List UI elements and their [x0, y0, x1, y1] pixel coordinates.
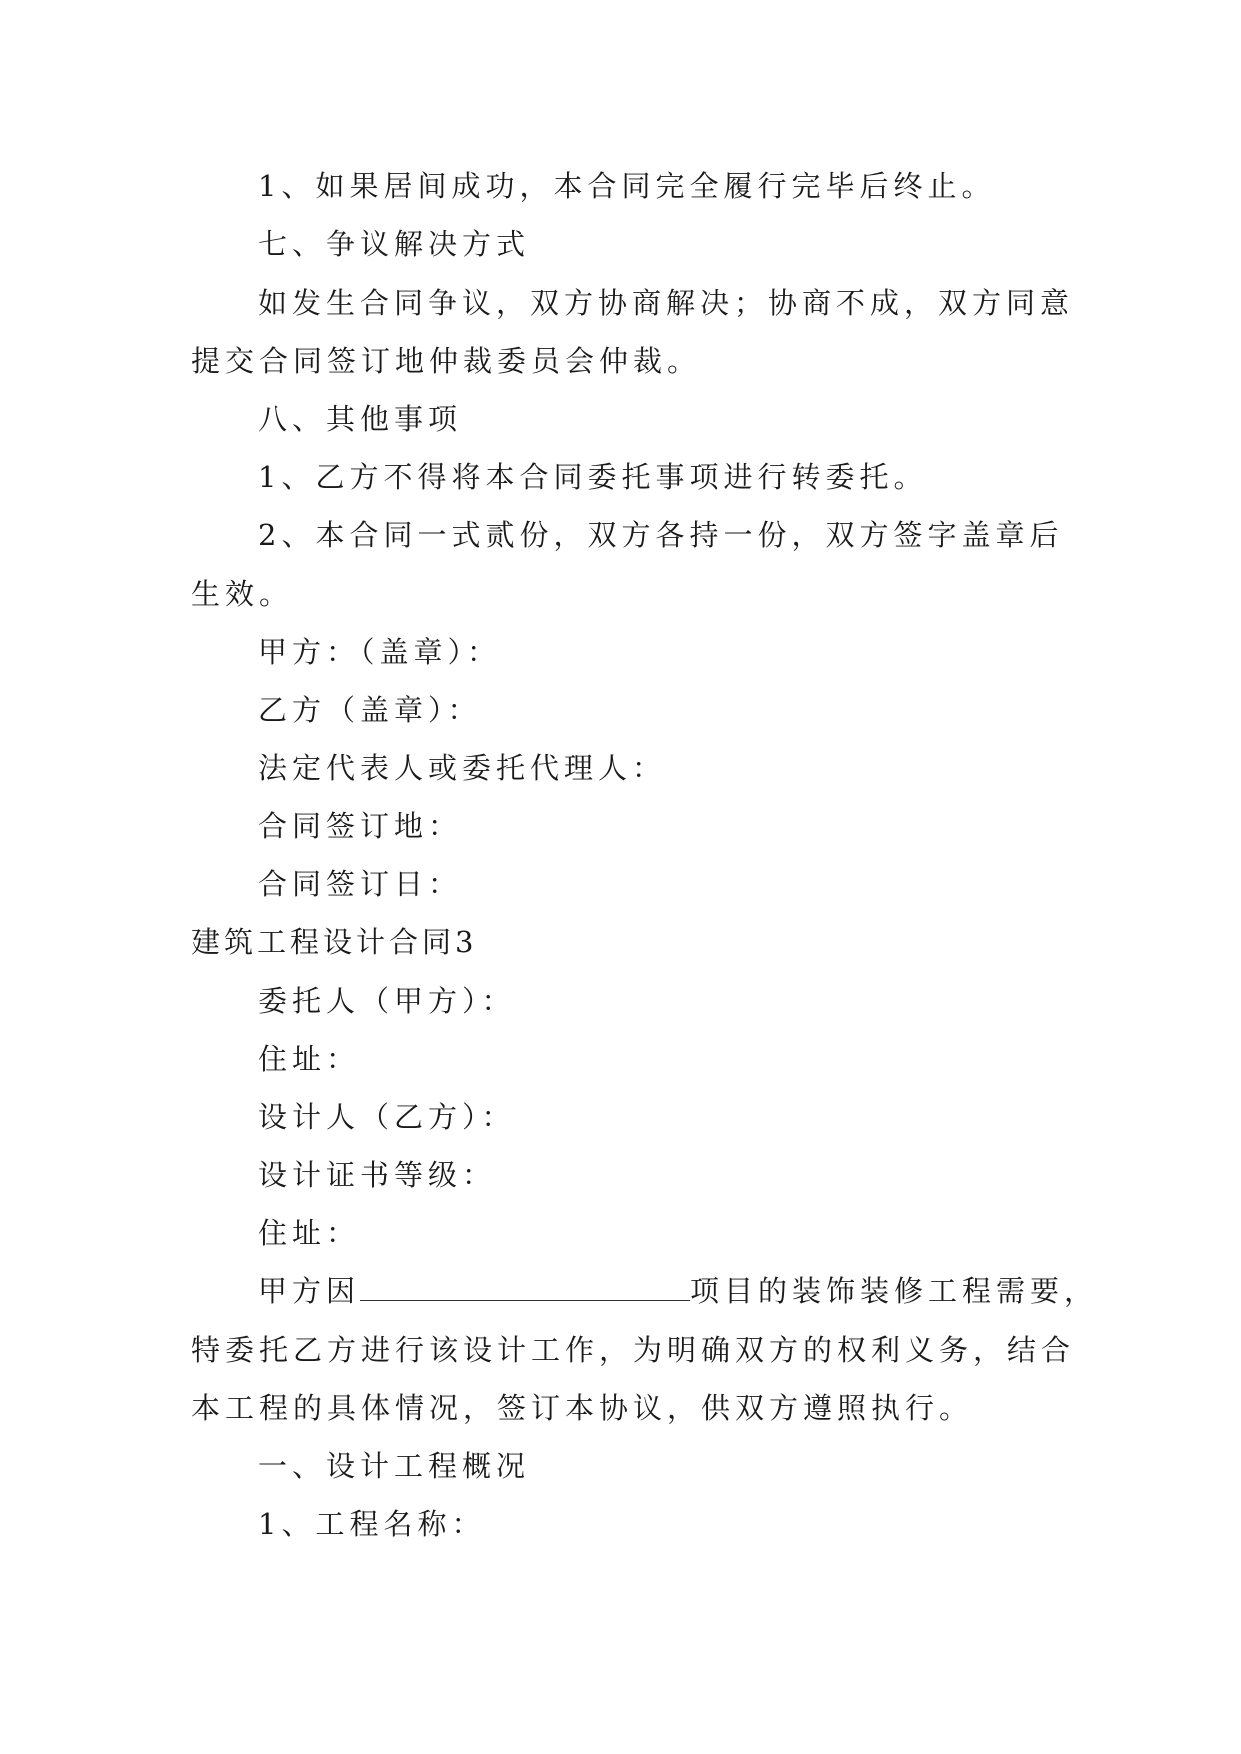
client-party-a: 委托人（甲方）： [258, 984, 516, 1018]
contract-title: 建筑工程设计合同3 [191, 925, 478, 959]
project-name-field: 1、工程名称： [258, 1507, 486, 1541]
section-heading-other: 八、其他事项 [258, 402, 463, 436]
designer-certificate-grade: 设计证书等级： [258, 1158, 497, 1192]
clause-copies-line-2: 生效。 [191, 577, 294, 611]
party-b-seal: 乙方（盖章）： [258, 693, 482, 727]
purpose-line-2: 特委托乙方进行该设计工作，为明确双方的权利义务，结合 [191, 1333, 1076, 1367]
section-heading-overview: 一、设计工程概况 [258, 1449, 531, 1483]
clause-no-subdelegation: 1、乙方不得将本合同委托事项进行转委托。 [258, 460, 928, 494]
legal-representative: 法定代表人或委托代理人： [258, 751, 667, 785]
designer-address: 住址： [258, 1216, 361, 1250]
section-heading-dispute: 七、争议解决方式 [258, 227, 531, 261]
client-address: 住址： [258, 1042, 361, 1076]
clause-termination: 1、如果居间成功，本合同完全履行完毕后终止。 [258, 169, 996, 203]
dispute-text-line-1: 如发生合同争议，双方协商解决；协商不成，双方同意 [258, 286, 1075, 320]
signing-place: 合同签订地： [258, 809, 463, 843]
signing-date: 合同签订日： [258, 867, 463, 901]
purpose-line-1 [258, 1271, 1098, 1311]
purpose-prefix: 甲方因 [258, 1274, 361, 1308]
dispute-text-line-2: 提交合同签订地仲裁委员会仲裁。 [191, 344, 702, 378]
designer-party-b: 设计人（乙方）： [258, 1100, 516, 1134]
project-name-blank [360, 1272, 690, 1301]
party-a-seal: 甲方：（盖章）： [258, 635, 502, 669]
clause-copies-line-1: 2、本合同一式贰份，双方各持一份，双方签字盖章后 [258, 518, 1064, 552]
purpose-line-3: 本工程的具体情况，签订本协议，供双方遵照执行。 [191, 1391, 974, 1425]
purpose-suffix: 项目的装饰装修工程需要， [690, 1274, 1099, 1308]
